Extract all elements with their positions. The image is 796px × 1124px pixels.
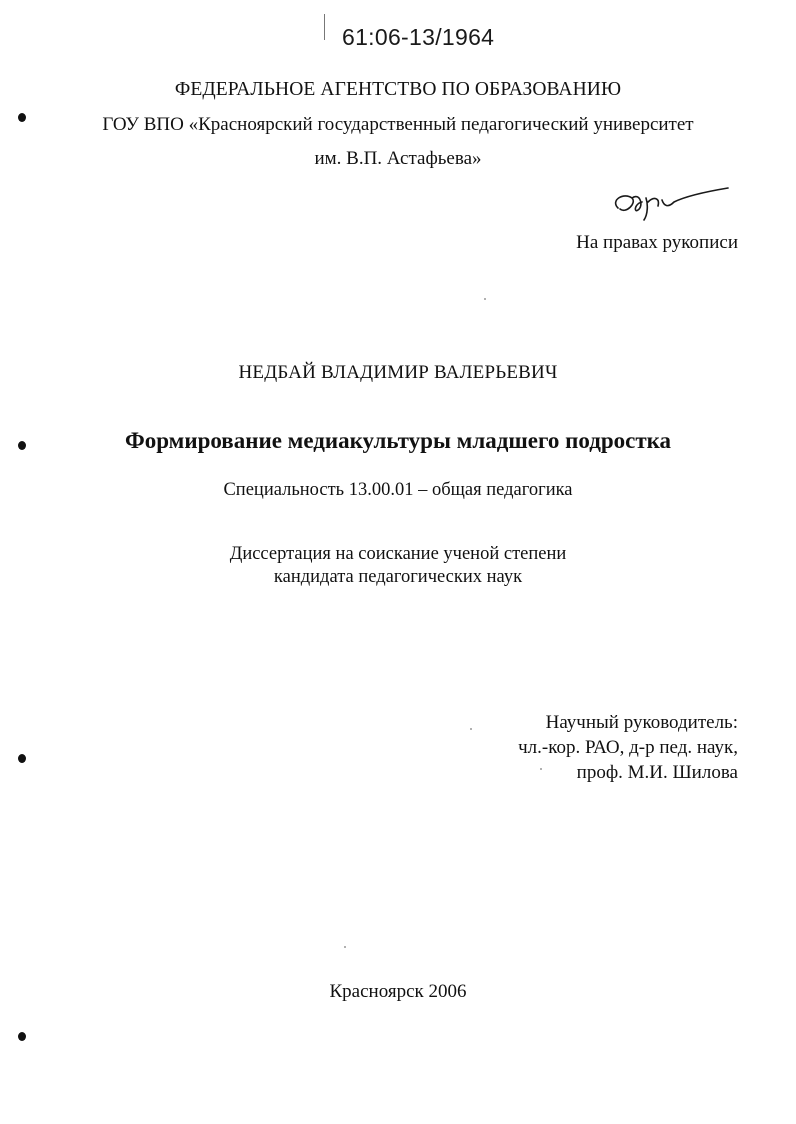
punch-hole bbox=[18, 1032, 26, 1041]
manuscript-rights-note: На правах рукописи bbox=[576, 232, 738, 253]
university-name-line2: им. В.П. Астафьева» bbox=[314, 148, 482, 169]
handwritten-signature bbox=[604, 186, 732, 222]
punch-hole bbox=[18, 754, 26, 763]
agency-name: ФЕДЕРАЛЬНОЕ АГЕНТСТВО ПО ОБРАЗОВАНИЮ bbox=[174, 79, 622, 100]
dissertation-degree-line2: кандидата педагогических наук bbox=[273, 567, 523, 587]
scan-speck bbox=[484, 298, 486, 300]
dissertation-title: Формирование медиакультуры младшего подростка bbox=[124, 428, 672, 453]
supervisor-label: Научный руководитель: bbox=[545, 712, 738, 733]
scan-speck bbox=[344, 946, 346, 948]
supervisor-degree: чл.-кор. РАО, д-р пед. наук, bbox=[518, 737, 738, 758]
specialty-line: Специальность 13.00.01 – общая педагогика bbox=[223, 480, 573, 500]
stamp-mark bbox=[324, 14, 325, 40]
author-name: НЕДБАЙ ВЛАДИМИР ВАЛЕРЬЕВИЧ bbox=[238, 362, 558, 383]
supervisor-block bbox=[518, 710, 738, 785]
supervisor-name: проф. М.И. Шилова bbox=[576, 762, 738, 783]
university-name-line1: ГОУ ВПО «Красноярский государственный педагогический университет bbox=[102, 114, 694, 135]
archive-code: 61:06-13/1964 bbox=[342, 24, 495, 50]
scan-speck bbox=[470, 728, 472, 730]
city-year: Красноярск 2006 bbox=[329, 981, 467, 1002]
dissertation-degree-line1: Диссертация на соискание ученой степени bbox=[229, 544, 567, 564]
